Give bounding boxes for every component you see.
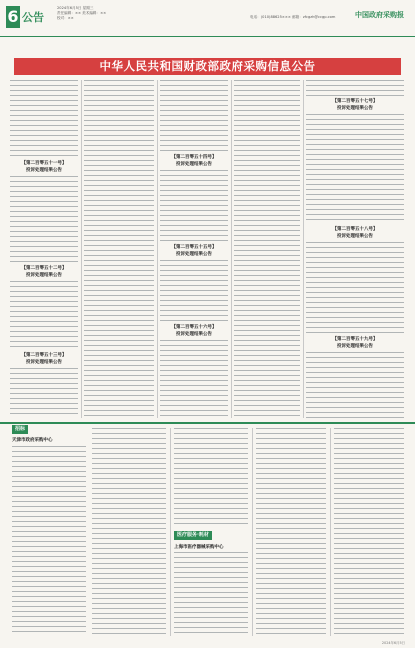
text-column-2a (84, 80, 154, 418)
text-column-1b (10, 176, 78, 262)
column-rule (330, 428, 331, 636)
masthead-rule (0, 36, 415, 37)
contact-info: 电话：(010)88625××× 邮箱：zfcgzh@ccgp.com (250, 15, 336, 19)
section-name: 公告 (22, 11, 44, 24)
notice-heading-7: 【第二百零五十七号】 (332, 99, 378, 104)
text-column-5a (306, 80, 404, 96)
lower-middle-heading: 上海市医疗器械采购中心 (174, 545, 224, 550)
banner-title: 中华人民共和国财政部政府采购信息公告 (99, 59, 316, 73)
column-rule (303, 80, 304, 418)
text-column-5d (306, 352, 404, 418)
text-column-1a (10, 80, 78, 158)
column-rule (252, 428, 253, 636)
issue-meta (57, 6, 137, 21)
notice-subheading-2: 投诉处理结果公告 (26, 273, 62, 278)
notice-heading-6: 【第二百零五十六号】 (171, 325, 217, 330)
notice-heading-8: 【第二百零五十八号】 (332, 227, 378, 232)
notice-heading-4: 【第二百零五十四号】 (171, 155, 217, 160)
text-column-4a (234, 80, 300, 418)
lower-text-col-1 (12, 446, 86, 636)
text-column-5c (306, 242, 404, 334)
page-number: 6 (7, 7, 19, 26)
notice-subheading-7: 投诉处理结果公告 (337, 106, 373, 111)
notice-subheading-8: 投诉处理结果公告 (337, 234, 373, 239)
notice-heading-5: 【第二百零五十五号】 (171, 245, 217, 250)
notice-subheading-9: 投诉处理结果公告 (337, 344, 373, 349)
notice-heading-3: 【第二百零五十三号】 (21, 353, 67, 358)
notice-heading-1: 【第二百零五十一号】 (21, 161, 67, 166)
text-column-3a (160, 80, 228, 152)
column-rule (81, 80, 82, 418)
notice-subheading-6: 投诉处理结果公告 (176, 332, 212, 337)
lower-text-col-3b (174, 552, 248, 636)
lower-text-col-4 (256, 428, 326, 636)
editor-line: 责任编辑：×× 美术编辑：×× (57, 11, 107, 15)
lower-left-heading: 天津市政府采购中心 (12, 438, 53, 443)
notice-subheading-1: 投诉处理结果公告 (26, 168, 62, 173)
lower-text-col-5 (334, 428, 404, 636)
title-banner (14, 58, 401, 75)
column-rule (231, 80, 232, 418)
lower-text-col-2 (92, 428, 166, 636)
lower-left-tag: 招标 (12, 425, 28, 434)
notice-heading-9: 【第二百零五十九号】 (332, 337, 378, 342)
issue-date: 2024年6月5日 星期三 (57, 6, 94, 10)
footer-date: 2024年6月5日 (381, 641, 405, 645)
notice-heading-2: 【第二百零五十二号】 (21, 266, 67, 271)
notice-subheading-3: 投诉处理结果公告 (26, 360, 62, 365)
lower-text-col-3 (174, 428, 248, 528)
text-column-5b (306, 114, 404, 224)
text-column-1c (10, 281, 78, 349)
newspaper-logo: 中国政府采购报 (355, 10, 404, 19)
section-rule (0, 422, 415, 424)
column-rule (157, 80, 158, 418)
lower-middle-tag: 医疗服务·耗材 (174, 531, 212, 540)
text-column-1d (10, 368, 78, 418)
text-column-3b (160, 170, 228, 242)
masthead (0, 0, 415, 40)
proof-line: 校对：×× (57, 16, 74, 20)
notice-subheading-5: 投诉处理结果公告 (176, 252, 212, 257)
text-column-3c (160, 260, 228, 322)
text-column-3d (160, 340, 228, 418)
notice-subheading-4: 投诉处理结果公告 (176, 162, 212, 167)
column-rule (170, 428, 171, 636)
